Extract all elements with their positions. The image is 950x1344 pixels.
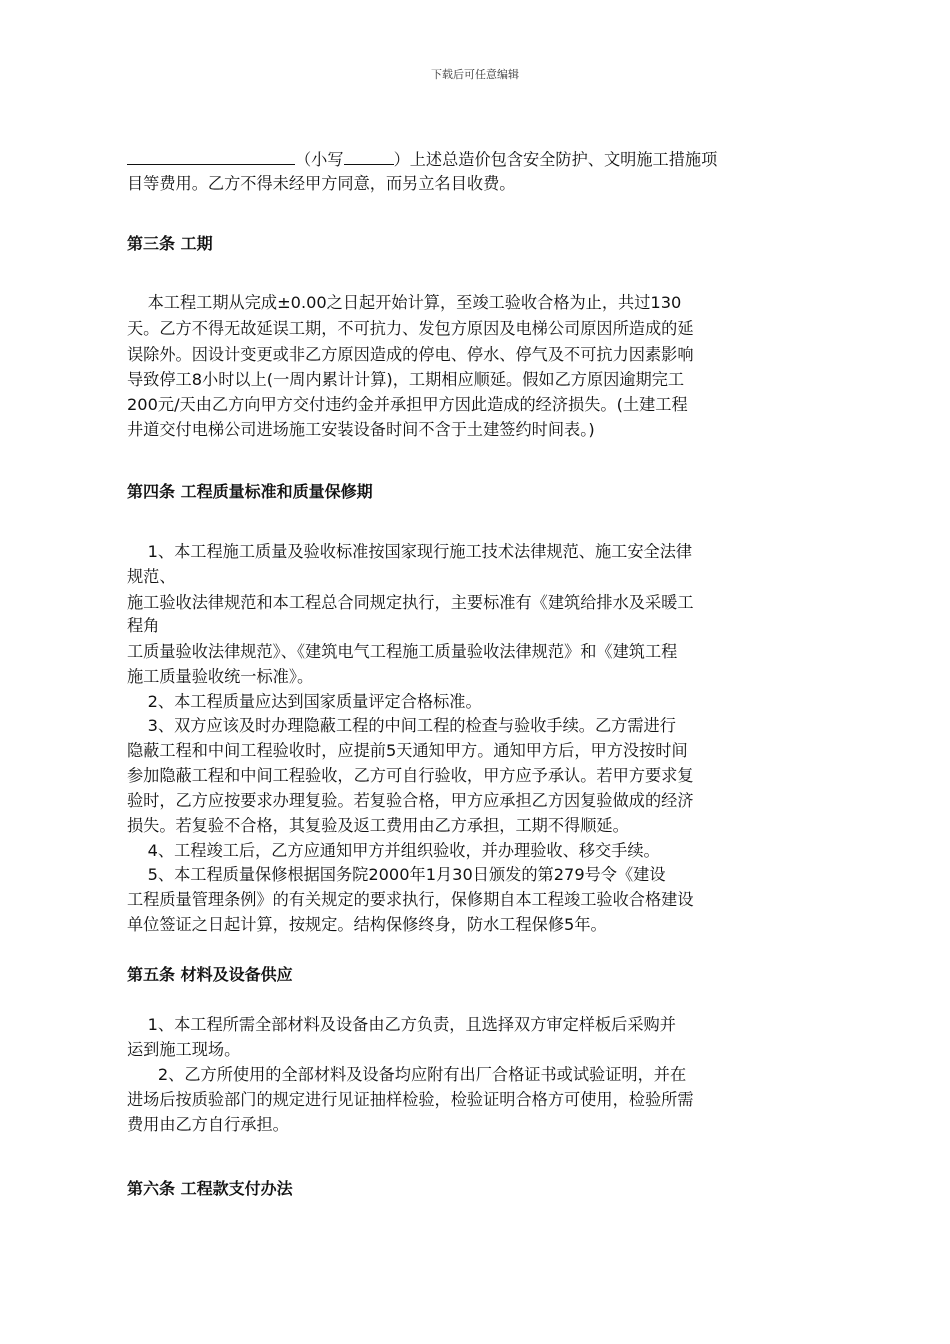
paragraph-line: 目等费用。乙方不得未经甲方同意，而另立名目收费。 <box>127 174 516 193</box>
paragraph-line: 5、本工程质量保修根据国务院2000年1月30日颁发的第279号令《建设 <box>127 865 666 884</box>
paragraph-line: 3、双方应该及时办理隐蔽工程的中间工程的检查与验收手续。乙方需进行 <box>127 716 676 735</box>
paragraph-line: 2、本工程质量应达到国家质量评定合格标准。 <box>127 692 482 711</box>
paragraph-line: 工质量验收法律规范》、《建筑电气工程施工质量验收法律规范》和《建筑工程 <box>127 642 678 661</box>
paragraph-line: 运到施工现场。 <box>127 1040 241 1059</box>
paragraph-line: 规范、 <box>127 567 176 586</box>
paragraph-line: 4、工程竣工后，乙方应通知甲方并组织验收，并办理验收、移交手续。 <box>127 841 660 860</box>
paragraph-line: 费用由乙方自行承担。 <box>127 1115 289 1134</box>
article-5-heading: 第五条 材料及设备供应 <box>127 965 293 984</box>
article-6-heading: 第六条 工程款支付办法 <box>127 1179 293 1198</box>
paragraph-line: 施工验收法律规范和本工程总合同规定执行，主要标准有《建筑给排水及采暖工 <box>127 593 694 612</box>
paragraph-line: 天。乙方不得无故延误工期，不可抗力、发包方原因及电梯公司原因所造成的延 <box>127 319 694 338</box>
price-line <box>127 148 717 172</box>
paragraph-line: 验时，乙方应按要求办理复验。若复验合格，甲方应承担乙方因复验做成的经济 <box>127 791 694 810</box>
article-4-heading: 第四条 工程质量标准和质量保修期 <box>127 482 373 501</box>
paragraph-line: 施工质量验收统一标准》。 <box>127 667 314 686</box>
article-3-heading: 第三条 工期 <box>127 234 213 253</box>
text-small-write: （小写 <box>295 150 344 169</box>
paragraph-line: 200元/天由乙方向甲方交付违约金并承担甲方因此造成的经济损失。(土建工程 <box>127 395 688 414</box>
paragraph-line: 单位签证之日起计算，按规定。结构保修终身，防水工程保修5年。 <box>127 915 607 934</box>
blank-total-price <box>127 149 295 165</box>
paragraph-line: 井道交付电梯公司进场施工安装设备时间不含于土建签约时间表。) <box>127 420 595 439</box>
paragraph-line: 损失。若复验不合格，其复验及返工费用由乙方承担，工期不得顺延。 <box>127 816 629 835</box>
blank-small-amount <box>344 149 394 165</box>
paragraph-line: 工程质量管理条例》的有关规定的要求执行，保修期自本工程竣工验收合格建设 <box>127 890 694 909</box>
text-price-note: ）上述总造价包含安全防护、文明施工措施项 <box>393 150 718 169</box>
paragraph-line: 参加隐蔽工程和中间工程验收，乙方可自行验收，甲方应予承认。若甲方要求复 <box>127 766 694 785</box>
paragraph-line: 隐蔽工程和中间工程验收时，应提前5天通知甲方。通知甲方后，甲方没按时间 <box>127 741 688 760</box>
paragraph-line: 误除外。因设计变更或非乙方原因造成的停电、停水、停气及不可抗力因素影响 <box>127 345 694 364</box>
paragraph-line: 进场后按质验部门的规定进行见证抽样检验，检验证明合格方可使用，检验所需 <box>127 1090 694 1109</box>
page-header-note: 下载后可任意编辑 <box>431 68 519 81</box>
paragraph-line: 1、本工程施工质量及验收标准按国家现行施工技术法律规范、施工安全法律 <box>127 542 693 561</box>
paragraph-line: 本工程工期从完成±0.00之日起开始计算，至竣工验收合格为止，共过130 <box>127 293 682 312</box>
paragraph-line: 程角 <box>127 616 160 635</box>
paragraph-line: 2、乙方所使用的全部材料及设备均应附有出厂合格证书或试验证明，并在 <box>127 1065 687 1084</box>
paragraph-line: 1、本工程所需全部材料及设备由乙方负责，且选择双方审定样板后采购并 <box>127 1015 676 1034</box>
paragraph-line: 导致停工8小时以上(一周内累计计算)，工期相应顺延。假如乙方原因逾期完工 <box>127 370 685 389</box>
